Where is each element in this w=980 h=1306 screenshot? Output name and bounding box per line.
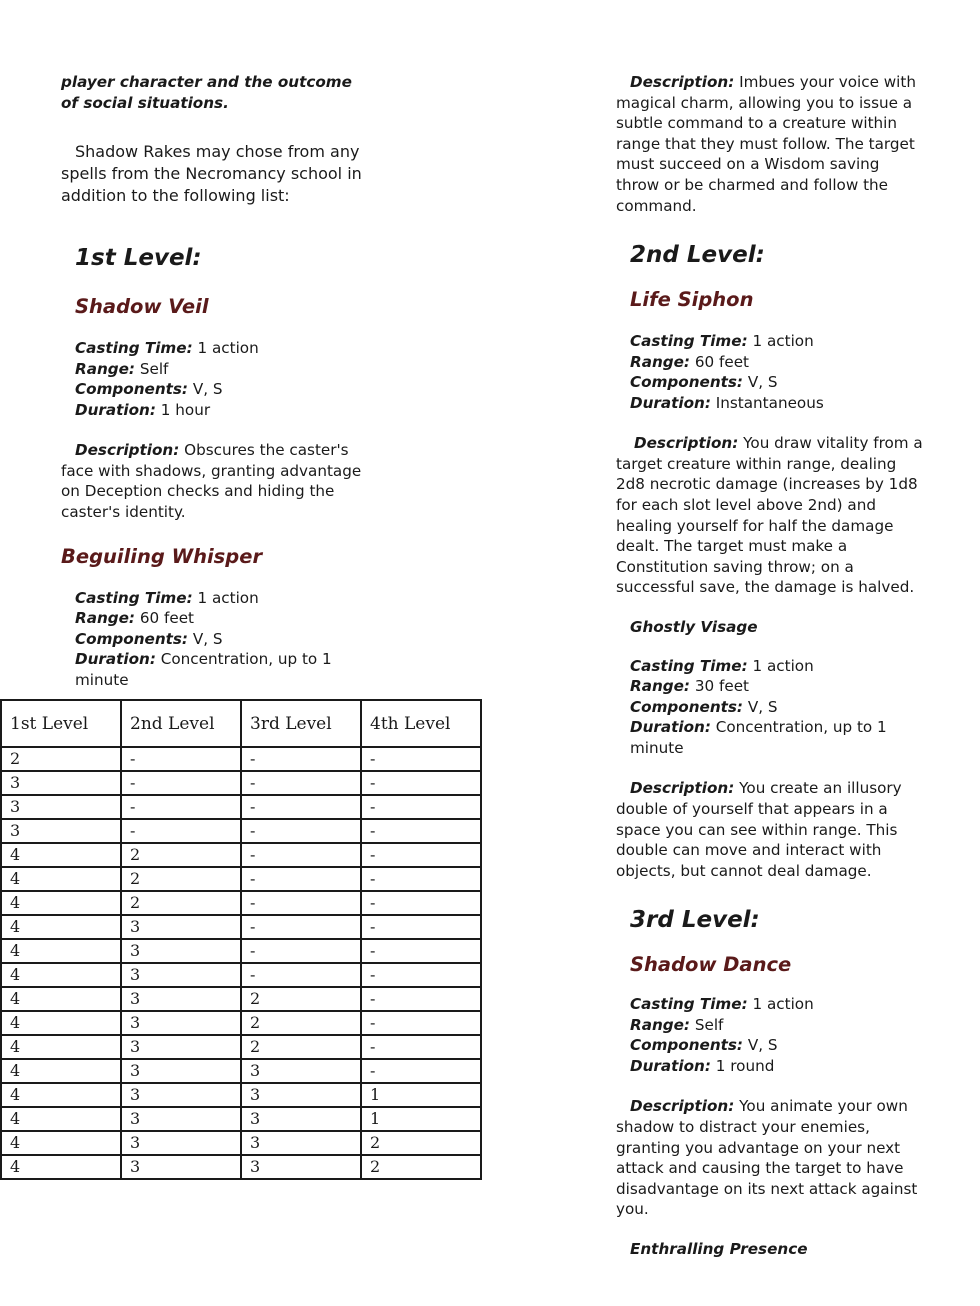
table-row bbox=[1, 939, 481, 963]
table-cell: 4 bbox=[1, 1131, 121, 1155]
table-cell: 3 bbox=[121, 1059, 241, 1083]
table-cell: 4 bbox=[1, 1059, 121, 1083]
intro-bold-text: player character and the outcome of social situations. bbox=[61, 73, 352, 112]
table-cell: 2 bbox=[121, 843, 241, 867]
table-cell: 3 bbox=[241, 1131, 361, 1155]
table-cell: 2 bbox=[241, 987, 361, 1011]
table-row bbox=[1, 843, 481, 867]
table-cell: - bbox=[361, 963, 481, 987]
spell-stats-shadow-dance: Casting Time: 1 action Range: Self Components: V, S Duration: 1 round bbox=[630, 995, 814, 1075]
table-row bbox=[1, 1083, 481, 1107]
table-row bbox=[1, 747, 481, 771]
spell-stats-life-siphon: Casting Time: 1 action Range: 60 feet Components: V, S Duration: Instantaneous bbox=[630, 332, 824, 412]
table-cell: 4 bbox=[1, 939, 121, 963]
spell-desc-life-siphon: Description: You draw vitality from a target creature within range, dealing 2d8 necrotic damage (increases by 1d8 for each slot level above 2nd) and healing yourself for half the damage dealt. The target must make a Constitution saving throw; on a successful save, the damage is halved. bbox=[616, 434, 923, 597]
table-row bbox=[1, 771, 481, 795]
table-cell: - bbox=[361, 795, 481, 819]
table-cell: - bbox=[361, 819, 481, 843]
spell-desc-beguiling-whisper: Description: Imbues your voice with magical charm, allowing you to issue a subtle command to a creature within range that they must follow. The target must succeed on a Wisdom saving throw or be charmed and follow the command. bbox=[616, 73, 916, 215]
table-row bbox=[1, 1107, 481, 1131]
table-cell: - bbox=[241, 867, 361, 891]
table-cell: 3 bbox=[121, 963, 241, 987]
table-cell: 1 bbox=[361, 1107, 481, 1131]
table-cell: 4 bbox=[1, 1155, 121, 1179]
table-cell: - bbox=[241, 795, 361, 819]
table-cell: 3 bbox=[121, 1083, 241, 1107]
table-cell: - bbox=[361, 1035, 481, 1059]
table-cell: - bbox=[361, 1059, 481, 1083]
table-header-cell: 3rd Level bbox=[241, 700, 361, 747]
level2-heading: 2nd Level: bbox=[630, 242, 765, 269]
table-row bbox=[1, 963, 481, 987]
table-cell: - bbox=[121, 747, 241, 771]
table-cell: 3 bbox=[121, 1155, 241, 1179]
table-cell: - bbox=[361, 771, 481, 795]
table-cell: - bbox=[361, 891, 481, 915]
table-row bbox=[1, 1131, 481, 1155]
spell-title-enthralling-presence: Enthralling Presence bbox=[630, 1239, 808, 1258]
table-cell: - bbox=[241, 747, 361, 771]
table-cell: - bbox=[241, 771, 361, 795]
table-cell: 4 bbox=[1, 915, 121, 939]
spell-desc-shadow-dance: Description: You animate your own shadow to distract your enemies, granting you advantage on your next attack and causing the target to have disadvantage on its next attack against you. bbox=[616, 1097, 918, 1219]
table-cell: 4 bbox=[1, 1083, 121, 1107]
table-cell: 3 bbox=[241, 1107, 361, 1131]
table-cell: 2 bbox=[121, 867, 241, 891]
table-row bbox=[1, 795, 481, 819]
table-cell: - bbox=[241, 819, 361, 843]
table-row bbox=[1, 1155, 481, 1179]
table-cell: - bbox=[241, 891, 361, 915]
table-header-cell: 2nd Level bbox=[121, 700, 241, 747]
spell-title-shadow-veil: Shadow Veil bbox=[75, 295, 209, 319]
table-cell: 4 bbox=[1, 1035, 121, 1059]
table-cell: - bbox=[361, 867, 481, 891]
table-row bbox=[1, 819, 481, 843]
table-cell: 3 bbox=[241, 1155, 361, 1179]
right-column bbox=[616, 72, 924, 1258]
table-cell: 3 bbox=[121, 1035, 241, 1059]
spell-title-beguiling-whisper: Beguiling Whisper bbox=[61, 544, 263, 568]
table-cell: 2 bbox=[241, 1011, 361, 1035]
table-cell: - bbox=[361, 1011, 481, 1035]
spell-stats-ghostly-visage: Casting Time: 1 action Range: 30 feet Components: V, S Duration: Concentration, up to 1 minute bbox=[630, 656, 887, 757]
table-cell: - bbox=[121, 795, 241, 819]
table-cell: 2 bbox=[241, 1035, 361, 1059]
table-row bbox=[1, 915, 481, 939]
table-cell: 3 bbox=[1, 771, 121, 795]
table-cell: 4 bbox=[1, 963, 121, 987]
intro-text: Shadow Rakes may chose from any spells from the Necromancy school in addition to the following list: bbox=[61, 142, 362, 206]
table-cell: - bbox=[361, 747, 481, 771]
table-row bbox=[1, 1059, 481, 1083]
spell-title-shadow-dance: Shadow Dance bbox=[630, 953, 792, 977]
table-cell: 2 bbox=[361, 1131, 481, 1155]
table-header-cell: 4th Level bbox=[361, 700, 481, 747]
table-header-row bbox=[1, 700, 481, 747]
table-row bbox=[1, 987, 481, 1011]
table-cell: 3 bbox=[1, 819, 121, 843]
table-cell: - bbox=[241, 963, 361, 987]
table-cell: - bbox=[361, 843, 481, 867]
table-cell: - bbox=[121, 819, 241, 843]
table-row bbox=[1, 1011, 481, 1035]
table-cell: 3 bbox=[1, 795, 121, 819]
table-cell: - bbox=[361, 939, 481, 963]
table-cell: 3 bbox=[121, 1131, 241, 1155]
table-cell: 3 bbox=[121, 1011, 241, 1035]
spell-stats-beguiling-whisper: Casting Time: 1 action Range: 60 feet Components: V, S Duration: Concentration, up to 1 minute bbox=[75, 588, 332, 689]
table-cell: 3 bbox=[121, 915, 241, 939]
table-cell: 4 bbox=[1, 1011, 121, 1035]
table-row bbox=[1, 891, 481, 915]
table-cell: - bbox=[361, 915, 481, 939]
table-row bbox=[1, 1035, 481, 1059]
table-cell: 4 bbox=[1, 843, 121, 867]
table-cell: 2 bbox=[361, 1155, 481, 1179]
table-cell: 2 bbox=[121, 891, 241, 915]
table-cell: - bbox=[241, 843, 361, 867]
table-row bbox=[1, 867, 481, 891]
table-cell: - bbox=[121, 771, 241, 795]
table-cell: 4 bbox=[1, 867, 121, 891]
table-cell: 3 bbox=[121, 1107, 241, 1131]
table-cell: 4 bbox=[1, 987, 121, 1011]
left-column bbox=[61, 72, 366, 690]
table-header-cell: 1st Level bbox=[1, 700, 121, 747]
spell-desc-shadow-veil: Description: Obscures the caster's face with shadows, granting advantage on Deception checks and hiding the caster's identity. bbox=[61, 441, 362, 521]
spell-title-life-siphon: Life Siphon bbox=[630, 288, 754, 312]
table-cell: 3 bbox=[121, 987, 241, 1011]
spell-slots-table bbox=[0, 699, 482, 1180]
spell-stats-shadow-veil: Casting Time: 1 action Range: Self Components: V, S Duration: 1 hour bbox=[75, 339, 259, 419]
level1-heading: 1st Level: bbox=[75, 245, 202, 272]
table-cell: - bbox=[241, 939, 361, 963]
table-cell: 1 bbox=[361, 1083, 481, 1107]
table-cell: 4 bbox=[1, 891, 121, 915]
table-cell: 3 bbox=[241, 1059, 361, 1083]
level3-heading: 3rd Level: bbox=[630, 907, 760, 934]
table-cell: - bbox=[241, 915, 361, 939]
table-cell: 3 bbox=[121, 939, 241, 963]
table-cell: 2 bbox=[1, 747, 121, 771]
spell-title-ghostly-visage: Ghostly Visage bbox=[630, 617, 758, 636]
table-cell: 4 bbox=[1, 1107, 121, 1131]
table-cell: 3 bbox=[241, 1083, 361, 1107]
table-cell: - bbox=[361, 987, 481, 1011]
spell-desc-ghostly-visage: Description: You create an illusory double of yourself that appears in a space you can see within range. This double can move and interact with objects, but cannot deal damage. bbox=[616, 779, 902, 880]
